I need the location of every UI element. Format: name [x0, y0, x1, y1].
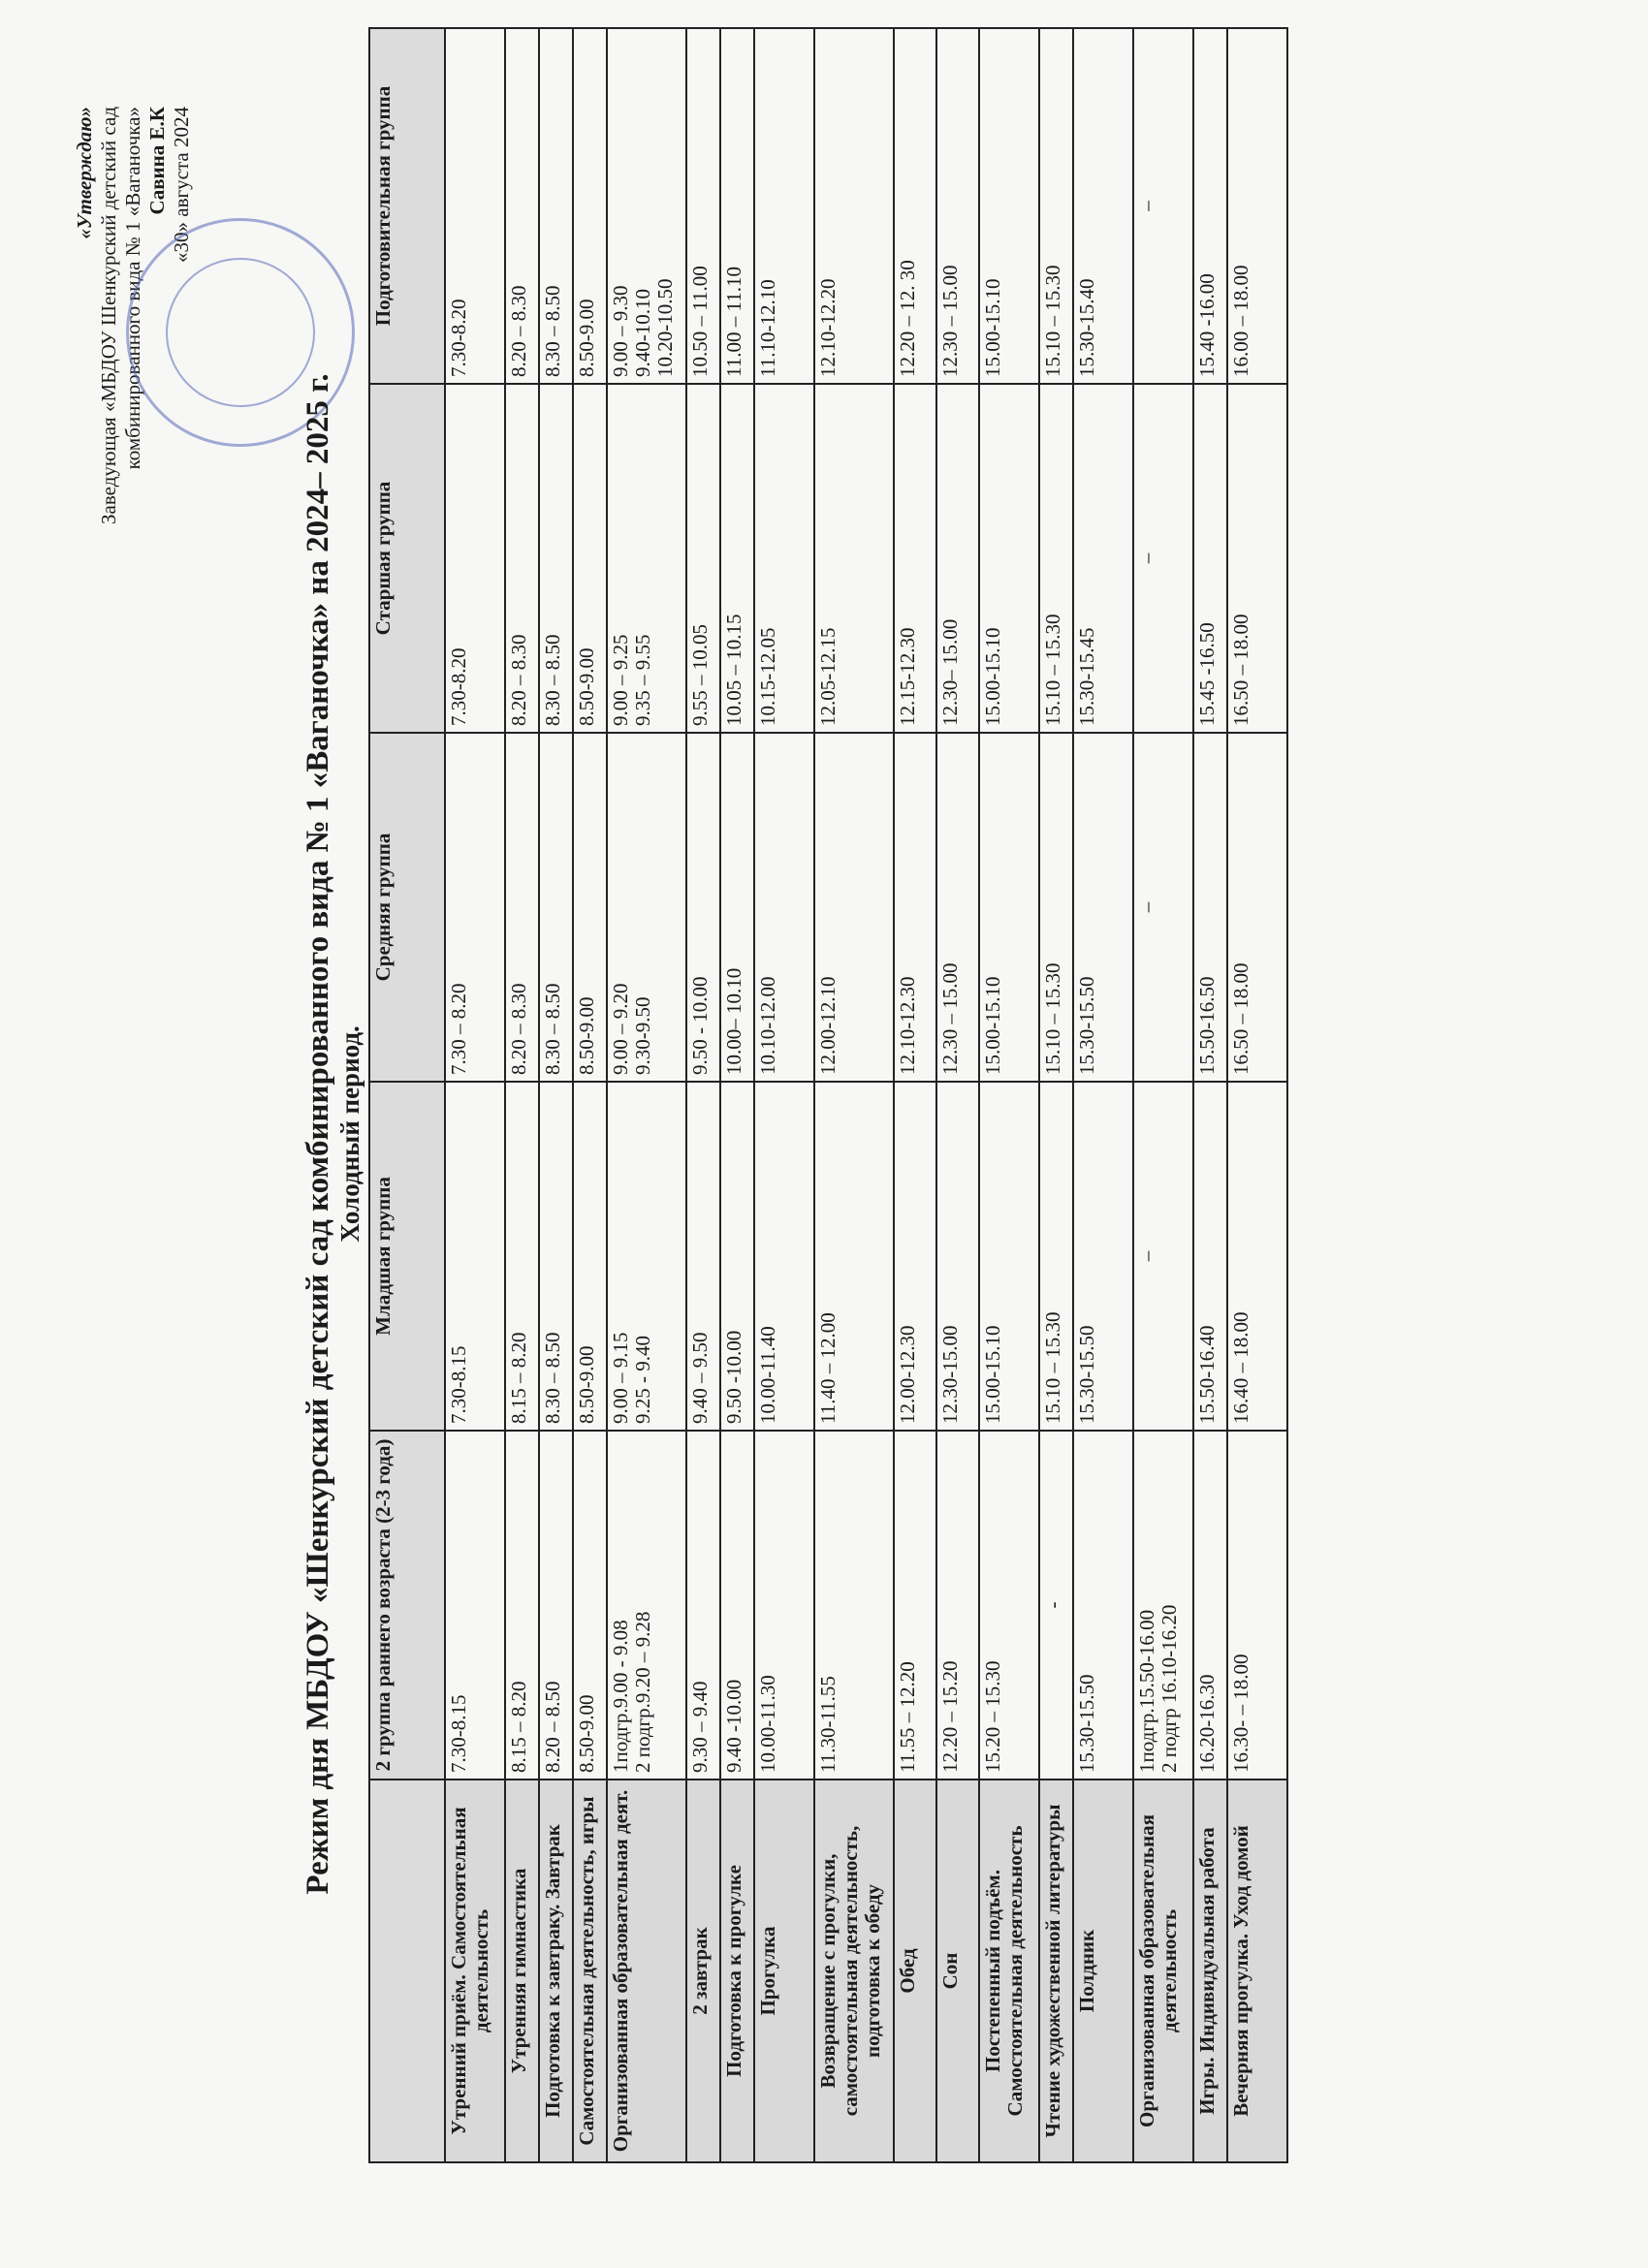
activity-cell: Подготовка к прогулке — [720, 1780, 754, 2162]
time-cell: 8.30 – 8.50 — [539, 384, 573, 733]
time-cell: 9.30 – 9.40 — [686, 1431, 720, 1780]
column-header: 2 группа раннего возраста (2-3 года) — [369, 1431, 445, 1780]
time-cell: 15.10 – 15.30 — [1039, 384, 1073, 733]
table-row — [539, 28, 573, 2162]
time-cell: – — [1133, 1082, 1193, 1431]
time-cell: 7.30-8.20 — [445, 384, 505, 733]
schedule-table — [368, 27, 1288, 2163]
time-cell: 7.30-8.15 — [445, 1431, 505, 1780]
column-header — [369, 1780, 445, 2162]
time-cell: – — [1133, 28, 1193, 384]
time-cell: 12.15-12.30 — [894, 384, 936, 733]
time-cell: 12.30 – 15.00 — [936, 733, 979, 1082]
approval-line: Заведующая «МБДОУ Шенкурский детский сад — [97, 107, 120, 524]
approval-line: комбинированного вида № 1 «Ваганочка» — [121, 107, 144, 470]
activity-cell: Вечерняя прогулка. Уход домой — [1227, 1780, 1287, 2162]
time-cell: 7.30 – 8.20 — [445, 733, 505, 1082]
time-cell: 9.55 – 10.05 — [686, 384, 720, 733]
activity-cell: Чтение художественной литературы — [1039, 1780, 1073, 2162]
time-cell: 11.00 – 11.10 — [720, 28, 754, 384]
time-cell: 16.30- – 18.00 — [1227, 1431, 1287, 1780]
time-cell: 11.30-11.55 — [814, 1431, 894, 1780]
table-row — [607, 28, 686, 2162]
time-cell: 10.50 – 11.00 — [686, 28, 720, 384]
table-row — [445, 28, 505, 2162]
time-cell: 15.30-15.45 — [1073, 384, 1133, 733]
time-cell: 12.20 – 12. 30 — [894, 28, 936, 384]
time-cell: 8.50-9.00 — [573, 733, 607, 1082]
time-cell: 8.50-9.00 — [573, 28, 607, 384]
table-header-row — [369, 28, 445, 2162]
time-cell: 12.00-12.30 — [894, 1082, 936, 1431]
activity-cell: Организованная образовательная деятельность — [1133, 1780, 1193, 2162]
time-cell: 8.50-9.00 — [573, 1431, 607, 1780]
time-cell: 15.30-15.50 — [1073, 733, 1133, 1082]
time-cell: 10.00-11.40 — [754, 1082, 814, 1431]
table-row — [1073, 28, 1133, 2162]
time-cell: 7.30-8.15 — [445, 1082, 505, 1431]
time-cell: 10.00-11.30 — [754, 1431, 814, 1780]
time-cell: 15.45 -16.50 — [1193, 384, 1227, 733]
time-cell: 16.50 – 18.00 — [1227, 384, 1287, 733]
time-cell: 8.20 – 8.50 — [539, 1431, 573, 1780]
time-cell: 8.50-9.00 — [573, 384, 607, 733]
time-cell: 16.40 – 18.00 — [1227, 1082, 1287, 1431]
time-cell: 15.50-16.50 — [1193, 733, 1227, 1082]
table-row — [505, 28, 539, 2162]
table-row — [979, 28, 1039, 2162]
time-cell: 15.50-16.40 — [1193, 1082, 1227, 1431]
time-cell: – — [1133, 384, 1193, 733]
activity-cell: Утренняя гимнастика — [505, 1780, 539, 2162]
time-cell: 9.40 -10.00 — [720, 1431, 754, 1780]
time-cell: – — [1133, 733, 1193, 1082]
table-row — [754, 28, 814, 2162]
time-cell: 8.15 – 8.20 — [505, 1082, 539, 1431]
time-cell: 15.20 – 15.30 — [979, 1431, 1039, 1780]
column-header: Средняя группа — [369, 733, 445, 1082]
time-cell: 15.10 – 15.30 — [1039, 1082, 1073, 1431]
time-cell: 12.20 – 15.20 — [936, 1431, 979, 1780]
time-cell: 8.20 – 8.30 — [505, 28, 539, 384]
time-cell: 15.00-15.10 — [979, 733, 1039, 1082]
time-cell: 15.40 -16.00 — [1193, 28, 1227, 384]
time-cell: 15.00-15.10 — [979, 1082, 1039, 1431]
activity-cell: Обед — [894, 1780, 936, 2162]
activity-cell: Сон — [936, 1780, 979, 2162]
time-cell: - — [1039, 1431, 1073, 1780]
time-cell: 12.10-12.30 — [894, 733, 936, 1082]
table-row — [720, 28, 754, 2162]
time-cell: 11.10-12.10 — [754, 28, 814, 384]
time-cell: 1подгр.9.00 - 9.08 2 подгр.9.20 – 9.28 — [607, 1431, 686, 1780]
time-cell: 8.30 – 8.50 — [539, 28, 573, 384]
table-row — [1227, 28, 1287, 2162]
time-cell: 15.30-15.50 — [1073, 1431, 1133, 1780]
activity-cell: Утренний приём. Самостоятельная деятельность — [445, 1780, 505, 2162]
time-cell: 16.20-16.30 — [1193, 1431, 1227, 1780]
activity-cell: Полдник — [1073, 1780, 1133, 2162]
time-cell: 15.10 – 15.30 — [1039, 28, 1073, 384]
time-cell: 12.10-12.20 — [814, 28, 894, 384]
time-cell: 9.00 – 9.30 9.40-10.10 10.20-10.50 — [607, 28, 686, 384]
time-cell: 15.00-15.10 — [979, 28, 1039, 384]
time-cell: 12.30 – 15.00 — [936, 28, 979, 384]
time-cell: 9.40 – 9.50 — [686, 1082, 720, 1431]
time-cell: 1подгр.15.50-16.00 2 подгр 16.10-16.20 — [1133, 1431, 1193, 1780]
table-row — [573, 28, 607, 2162]
time-cell: 11.40 – 12.00 — [814, 1082, 894, 1431]
time-cell: 15.00-15.10 — [979, 384, 1039, 733]
time-cell: 12.30-15.00 — [936, 1082, 979, 1431]
time-cell: 15.10 – 15.30 — [1039, 733, 1073, 1082]
activity-cell: 2 завтрак — [686, 1780, 720, 2162]
time-cell: 8.15 – 8.20 — [505, 1431, 539, 1780]
time-cell: 15.30-15.50 — [1073, 1082, 1133, 1431]
time-cell: 10.05 – 10.15 — [720, 384, 754, 733]
time-cell: 16.50 – 18.00 — [1227, 733, 1287, 1082]
column-header: Младшая группа — [369, 1082, 445, 1431]
activity-cell: Возвращение с прогулки, самостоятельная деятельность, подготовка к обеду — [814, 1780, 894, 2162]
time-cell: 15.30-15.40 — [1073, 28, 1133, 384]
activity-cell: Игры. Индивидуальная работа — [1193, 1780, 1227, 2162]
activity-cell: Организованная образовательная деят. — [607, 1780, 686, 2162]
table-row — [1133, 28, 1193, 2162]
activity-cell: Прогулка — [754, 1780, 814, 2162]
column-header: Подготовительная группа — [369, 28, 445, 384]
table-row — [814, 28, 894, 2162]
time-cell: 8.30 – 8.50 — [539, 1082, 573, 1431]
activity-cell: Постепенный подъём. Самостоятельная деятельность — [979, 1780, 1039, 2162]
time-cell: 12.00-12.10 — [814, 733, 894, 1082]
approval-signature: Савина Е.К — [145, 107, 169, 215]
page-title: Режим дня МБДОУ «Шенкурский детский сад комбинированного вида № 1 «Ваганочка» на 2024– 2025 г. — [301, 373, 335, 1895]
table-body — [445, 28, 1287, 2162]
time-cell: 8.20 – 8.30 — [505, 733, 539, 1082]
time-cell: 12.30– 15.00 — [936, 384, 979, 733]
time-cell: 10.15-12.05 — [754, 384, 814, 733]
time-cell: 9.00 – 9.25 9.35 – 9.55 — [607, 384, 686, 733]
time-cell: 8.50-9.00 — [573, 1082, 607, 1431]
time-cell: 7.30-8.20 — [445, 28, 505, 384]
table-row — [1193, 28, 1227, 2162]
time-cell: 8.30 – 8.50 — [539, 733, 573, 1082]
column-header: Старшая группа — [369, 384, 445, 733]
activity-cell: Подготовка к завтраку. Завтрак — [539, 1780, 573, 2162]
time-cell: 9.50 -10.00 — [720, 1082, 754, 1431]
time-cell: 12.05-12.15 — [814, 384, 894, 733]
seal-inner-ring — [166, 258, 315, 407]
activity-cell: Самостоятельная деятельность, игры — [573, 1780, 607, 2162]
time-cell: 9.00 – 9.20 9.30-9.50 — [607, 733, 686, 1082]
table-row — [936, 28, 979, 2162]
time-cell: 10.00– 10.10 — [720, 733, 754, 1082]
time-cell: 10.10-12.00 — [754, 733, 814, 1082]
page-subtitle: Холодный период. — [335, 1025, 364, 1243]
table-row — [894, 28, 936, 2162]
time-cell: 9.50 - 10.00 — [686, 733, 720, 1082]
table-row — [1039, 28, 1073, 2162]
approval-date: «30» августа 2024 — [170, 107, 193, 263]
time-cell: 8.20 – 8.30 — [505, 384, 539, 733]
table-row — [686, 28, 720, 2162]
approval-title: «Утверждаю» — [73, 107, 96, 239]
time-cell: 9.00 – 9.15 9.25 - 9.40 — [607, 1082, 686, 1431]
time-cell: 16.00 – 18.00 — [1227, 28, 1287, 384]
time-cell: 11.55 – 12.20 — [894, 1431, 936, 1780]
